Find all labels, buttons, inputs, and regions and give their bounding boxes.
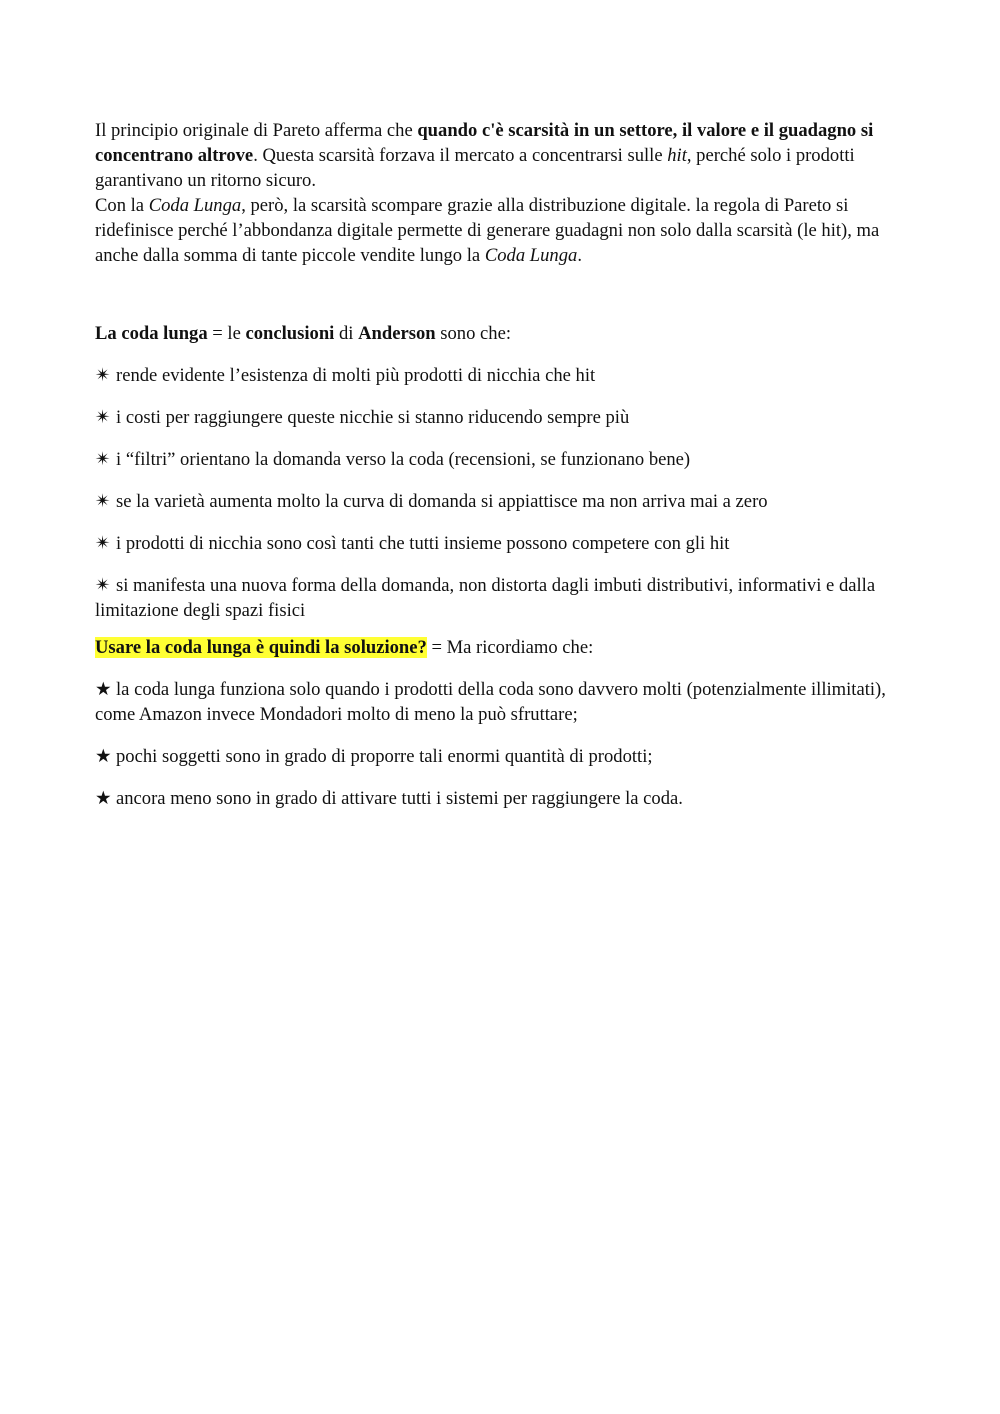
list-item-text: se la varietà aumenta molto la curva di domanda si appiattisce ma non arriva mai a zero	[116, 491, 768, 512]
asterisk-bullet-icon: ✴	[95, 365, 111, 386]
list-item-text: pochi soggetti sono in grado di proporre tali enormi quantità di prodotti;	[116, 746, 653, 767]
intro-text: Il principio originale di Pareto afferma che	[95, 120, 418, 141]
list-item-text: la coda lunga funziona solo quando i prodotti della coda sono davvero molti (potenzialmente illimitati), come Amazon invece Mondadori molto di meno la può sfruttare;	[95, 679, 886, 725]
intro-text-6: .	[577, 245, 582, 266]
list-item	[95, 744, 910, 769]
list-item	[95, 573, 910, 623]
list-item	[95, 677, 910, 727]
asterisk-bullet-icon: ✴	[95, 491, 111, 512]
star-bullet-icon: ★	[95, 679, 112, 700]
list-item	[95, 531, 910, 556]
heading-bold: La coda lunga	[95, 323, 208, 344]
asterisk-bullet-icon: ✴	[95, 407, 111, 428]
intro-italic-coda-lunga: Coda Lunga	[148, 195, 242, 216]
intro-italic-hit: hit	[667, 145, 687, 166]
star-bullet-icon: ★	[95, 746, 112, 767]
intro-text-3: , perché solo i prodotti garantivano un ritorno sicuro.	[95, 145, 855, 191]
highlighted-question: Usare la coda lunga è quindi la soluzione?	[95, 637, 427, 658]
list-item-text: si manifesta una nuova forma della domanda, non distorta dagli imbuti distributivi, informativi e dalla limitazione degli spazi fisici	[95, 575, 876, 621]
intro-text-4: Con la	[95, 195, 149, 216]
heading-rest-text: = Ma ricordiamo che:	[426, 637, 594, 658]
heading-bold-3: Anderson	[358, 323, 436, 344]
heading-text: = le	[207, 323, 246, 344]
asterisk-bullet-icon: ✴	[95, 449, 111, 470]
list-item	[95, 447, 910, 472]
list-item-text: i prodotti di nicchia sono così tanti che tutti insieme possono competere con gli hit	[116, 533, 730, 554]
spacer	[95, 268, 910, 321]
asterisk-bullet-icon: ✴	[95, 575, 111, 596]
asterisk-bullet-icon: ✴	[95, 533, 111, 554]
heading-text-2: di	[334, 323, 359, 344]
section-heading-coda-lunga	[95, 321, 910, 346]
list-item	[95, 405, 910, 430]
intro-text-2: . Questa scarsità forzava il mercato a concentrarsi sulle	[253, 145, 668, 166]
heading-bold-2: conclusioni	[245, 323, 335, 344]
section-heading-soluzione	[95, 635, 910, 660]
intro-italic-coda-lunga-2: Coda Lunga	[484, 245, 578, 266]
list-item	[95, 786, 910, 811]
star-bullet-icon: ★	[95, 788, 112, 809]
list-item-text: i “filtri” orientano la domanda verso la coda (recensioni, se funzionano bene)	[116, 449, 691, 470]
list-item-text: ancora meno sono in grado di attivare tutti i sistemi per raggiungere la coda.	[116, 788, 683, 809]
list-item-text: i costi per raggiungere queste nicchie si stanno riducendo sempre più	[116, 407, 630, 428]
list-item-text: rende evidente l’esistenza di molti più prodotti di nicchia che hit	[116, 365, 596, 386]
document-page	[95, 118, 910, 828]
intro-text-5: , però, la scarsità scompare grazie alla distribuzione digitale. la regola di Pareto si ridefinisce perché l’abbondanza digitale permette di generare guadagni non solo dalla scarsità (le hit), ma anche dalla somma di tante piccole vendite lungo la	[95, 195, 880, 266]
list-item	[95, 489, 910, 514]
intro-bold-text: quando c'è scarsità in un settore, il valore e il guadagno si concentrano altrove	[95, 120, 874, 166]
intro-paragraph	[95, 118, 910, 268]
heading-text-3: sono che:	[435, 323, 512, 344]
list-item	[95, 363, 910, 388]
